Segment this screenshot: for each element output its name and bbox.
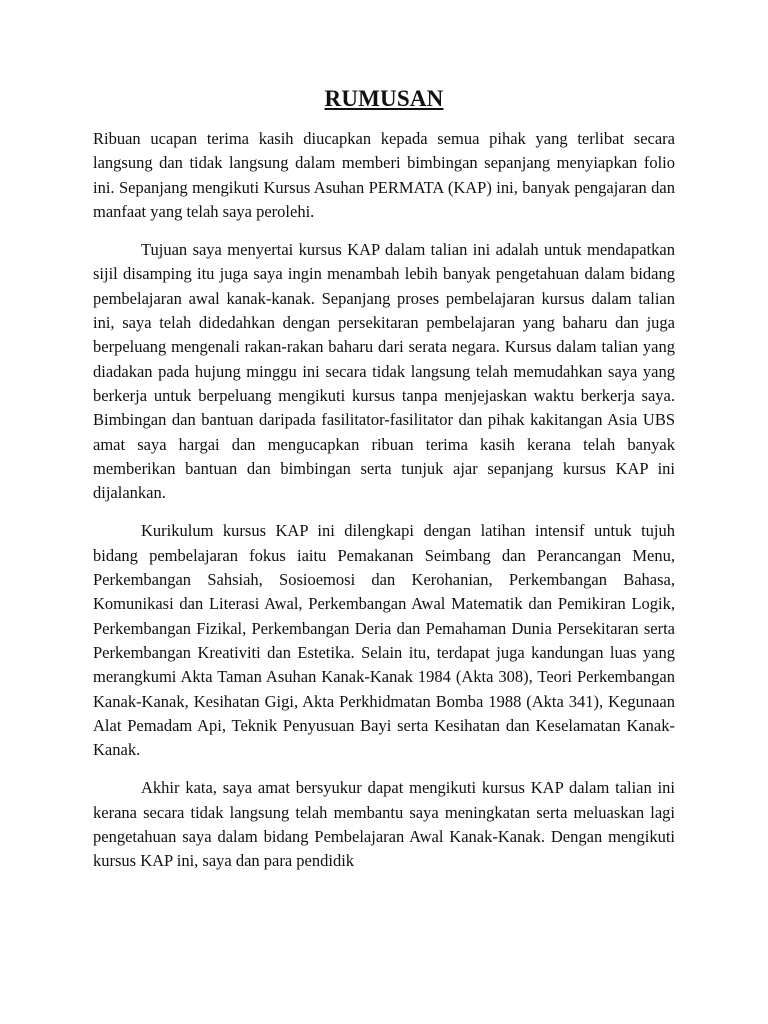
paragraph-closing: Akhir kata, saya amat bersyukur dapat mengikuti kursus KAP dalam talian ini kerana secara tidak langsung telah membantu saya meningkatan serta meluaskan lagi pengetahuan saya dalam bidang Pembelajaran Awal Kanak-Kanak. Dengan mengikuti kursus KAP ini, saya dan para pendidik <box>93 778 675 871</box>
paragraph-purpose: Tujuan saya menyertai kursus KAP dalam talian ini adalah untuk mendapatkan sijil disamping itu juga saya ingin menambah lebih banyak pengetahuan dalam bidang pembelajaran awal kanak-kanak. Sepanjang proses pembelajaran kursus dalam talian ini, saya telah didedahkan dengan persekitaran pembelajaran yang baharu dan juga berpeluang mengenali rakan-rakan baharu dari serata negara. Kursus dalam talian yang diadakan pada hujung minggu ini secara tidak langsung telah memudahkan saya yang berkerja untuk berpeluang mengikuti kursus tanpa menjejaskan waktu berkerja saya. Bimbingan dan bantuan daripada fasilitator-fasilitator dan pihak kakitangan Asia UBS amat saya hargai dan mengucapkan ribuan terima kasih kerana telah banyak memberikan bantuan dan bimbingan serta tunjuk ajar sepanjang kursus KAP ini dijalankan. <box>93 240 675 503</box>
paragraph-curriculum: Kurikulum kursus KAP ini dilengkapi dengan latihan intensif untuk tujuh bidang pembelajaran fokus iaitu Pemakanan Seimbang dan Perancangan Menu, Perkembangan Sahsiah, Sosioemosi dan Kerohanian, Perkembangan Bahasa, Komunikasi dan Literasi Awal, Perkembangan Awal Matematik dan Pemikiran Logik, Perkembangan Fizikal, Perkembangan Deria dan Pemahaman Dunia Persekitaran serta Perkembangan Kreativiti dan Estetika. Selain itu, terdapat juga kandungan luas yang merangkumi Akta Taman Asuhan Kanak-Kanak 1984 (Akta 308), Teori Perkembangan Kanak-Kanak, Kesihatan Gigi, Akta Perkhidmatan Bomba 1988 (Akta 341), Kegunaan Alat Pemadam Api, Teknik Penyusuan Bayi serta Kesihatan dan Keselamatan Kanak-Kanak. <box>93 521 675 760</box>
page-title: RUMUSAN <box>324 86 444 111</box>
document-page <box>93 84 675 888</box>
paragraph-intro: Ribuan ucapan terima kasih diucapkan kepada semua pihak yang terlibat secara langsung dan tidak langsung dalam memberi bimbingan sepanjang menyiapkan folio ini. Sepanjang mengikuti Kursus Asuhan PERMATA (KAP) ini, banyak pengajaran dan manfaat yang telah saya perolehi. <box>93 129 675 221</box>
